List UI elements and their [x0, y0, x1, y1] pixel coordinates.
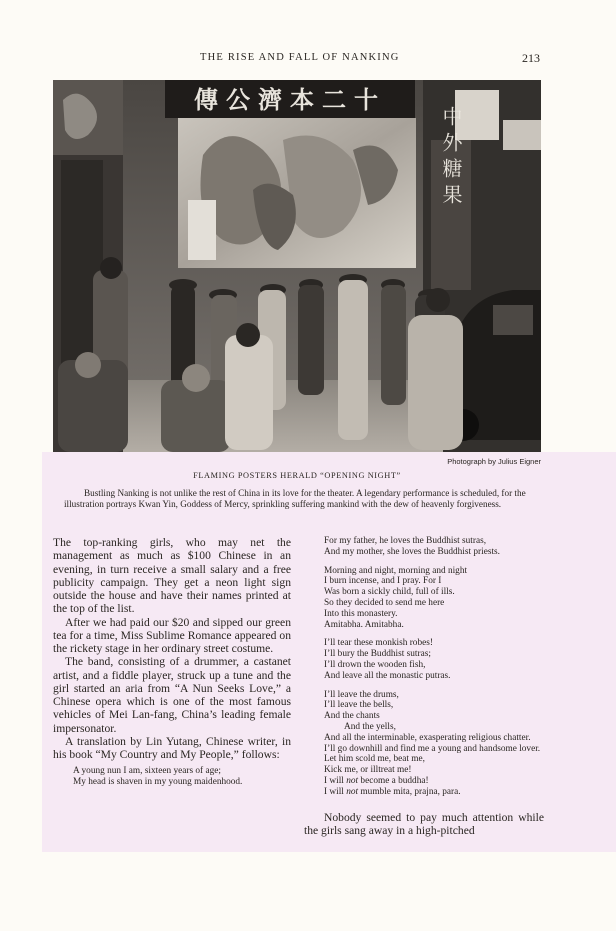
poem-line: I’ll drown the wooden fish, [324, 659, 426, 670]
poem-line: I burn incense, and I pray. For I [324, 576, 442, 587]
text-run: I will [324, 786, 347, 797]
poem-stanza [324, 536, 546, 558]
poem-line: Kick me, or illtreat me! [324, 765, 412, 776]
poem-line: Let him scold me, beat me, [324, 754, 425, 765]
sign-top-text: 傳公濟本二十 [194, 86, 386, 114]
poem-line: Morning and night, morning and night [324, 565, 468, 576]
street-photo [53, 80, 541, 452]
text-run: become a buddha! [358, 775, 429, 786]
poem-line: Amitabha. Amitabha. [324, 619, 404, 630]
caption-title: FLAMING POSTERS HERALD “OPENING NIGHT” [193, 471, 401, 480]
paragraph: After we had paid our $20 and sipped our green tea for a time, Miss Sublime Romance appeared on the rickety stage in her ordinary street costume. [53, 615, 291, 655]
sign-side-text: 中外糖果 [439, 106, 463, 210]
left-column [53, 536, 291, 789]
right-column [324, 536, 546, 806]
poem-line: And the chants [324, 711, 380, 722]
poem-line: Was born a sickly child, full of ills. [324, 587, 455, 598]
closing-paragraph-block [304, 811, 544, 838]
running-title: THE RISE AND FALL OF NANKING [200, 52, 400, 63]
poem-line: I’ll tear these monkish robes! [324, 638, 433, 649]
caption-body: Bustling Nanking is not unlike the rest of China in its love for the theater. A legendary performance is scheduled, for the illustration portrays Kwan Yin, Goddess of Mercy, sprinkling suffering mankind with the dew of heavenly forgiveness. [64, 488, 526, 509]
poem-stanza [324, 638, 546, 681]
poem-line [324, 787, 546, 798]
poem-line: So they decided to send me here [324, 597, 445, 608]
emphasis: not [346, 775, 359, 786]
paragraph: A translation by Lin Yutang, Chinese writer, in his book “My Country and My People,” follows: [53, 734, 291, 761]
poem-line: I’ll leave the drums, [324, 689, 399, 700]
poem-line: I’ll leave the bells, [324, 700, 394, 711]
text-run: mumble mita, prajna, para. [358, 786, 461, 797]
poem-line: And the yells, [344, 721, 396, 732]
poem-line: And all the interminable, exasperating religious chatter. [324, 732, 531, 743]
poem-line: And my mother, she loves the Buddhist priests. [324, 546, 500, 557]
page-number: 213 [522, 51, 540, 65]
poem-line: Into this monastery. [324, 608, 398, 619]
poem-stanza [324, 566, 546, 631]
poem-line: For my father, he loves the Buddhist sutras, [324, 536, 487, 546]
emphasis: not [346, 786, 359, 797]
photo-credit: Photograph by Julius Eigner [447, 457, 541, 466]
paragraph: The top-ranking girls, who may net the management as much as $100 Chinese in an evening, in turn receive a small salary and a free publicity campaign. They get a neon light sign outside the house and have their names printed at the top of the list. [53, 536, 291, 616]
poem-opening [53, 766, 291, 788]
poem-line [324, 776, 546, 787]
paragraph: The band, consisting of a drummer, a castanet artist, and a fiddle player, struck up a tune and the girl started an aria from “A Nun Seeks Love,” a Chinese opera which is one of the most famous vehicles of Mei Lan-fang, China’s leading female impersonator. [53, 655, 291, 735]
poem-line: My head is shaven in my young maidenhood. [73, 777, 243, 788]
text-run: I will [324, 775, 347, 786]
poem-line: I’ll go downhill and find me a young and handsome lover. [324, 743, 541, 754]
poem-stanza [324, 690, 546, 798]
poem-line: A young nun I am, sixteen years of age; [73, 766, 221, 777]
paragraph: Nobody seemed to pay much attention while the girls sang away in a high-pitched [304, 811, 544, 838]
poem-line: I’ll bury the Buddhist sutras; [324, 649, 431, 660]
poem-line: And leave all the monastic putras. [324, 670, 451, 681]
